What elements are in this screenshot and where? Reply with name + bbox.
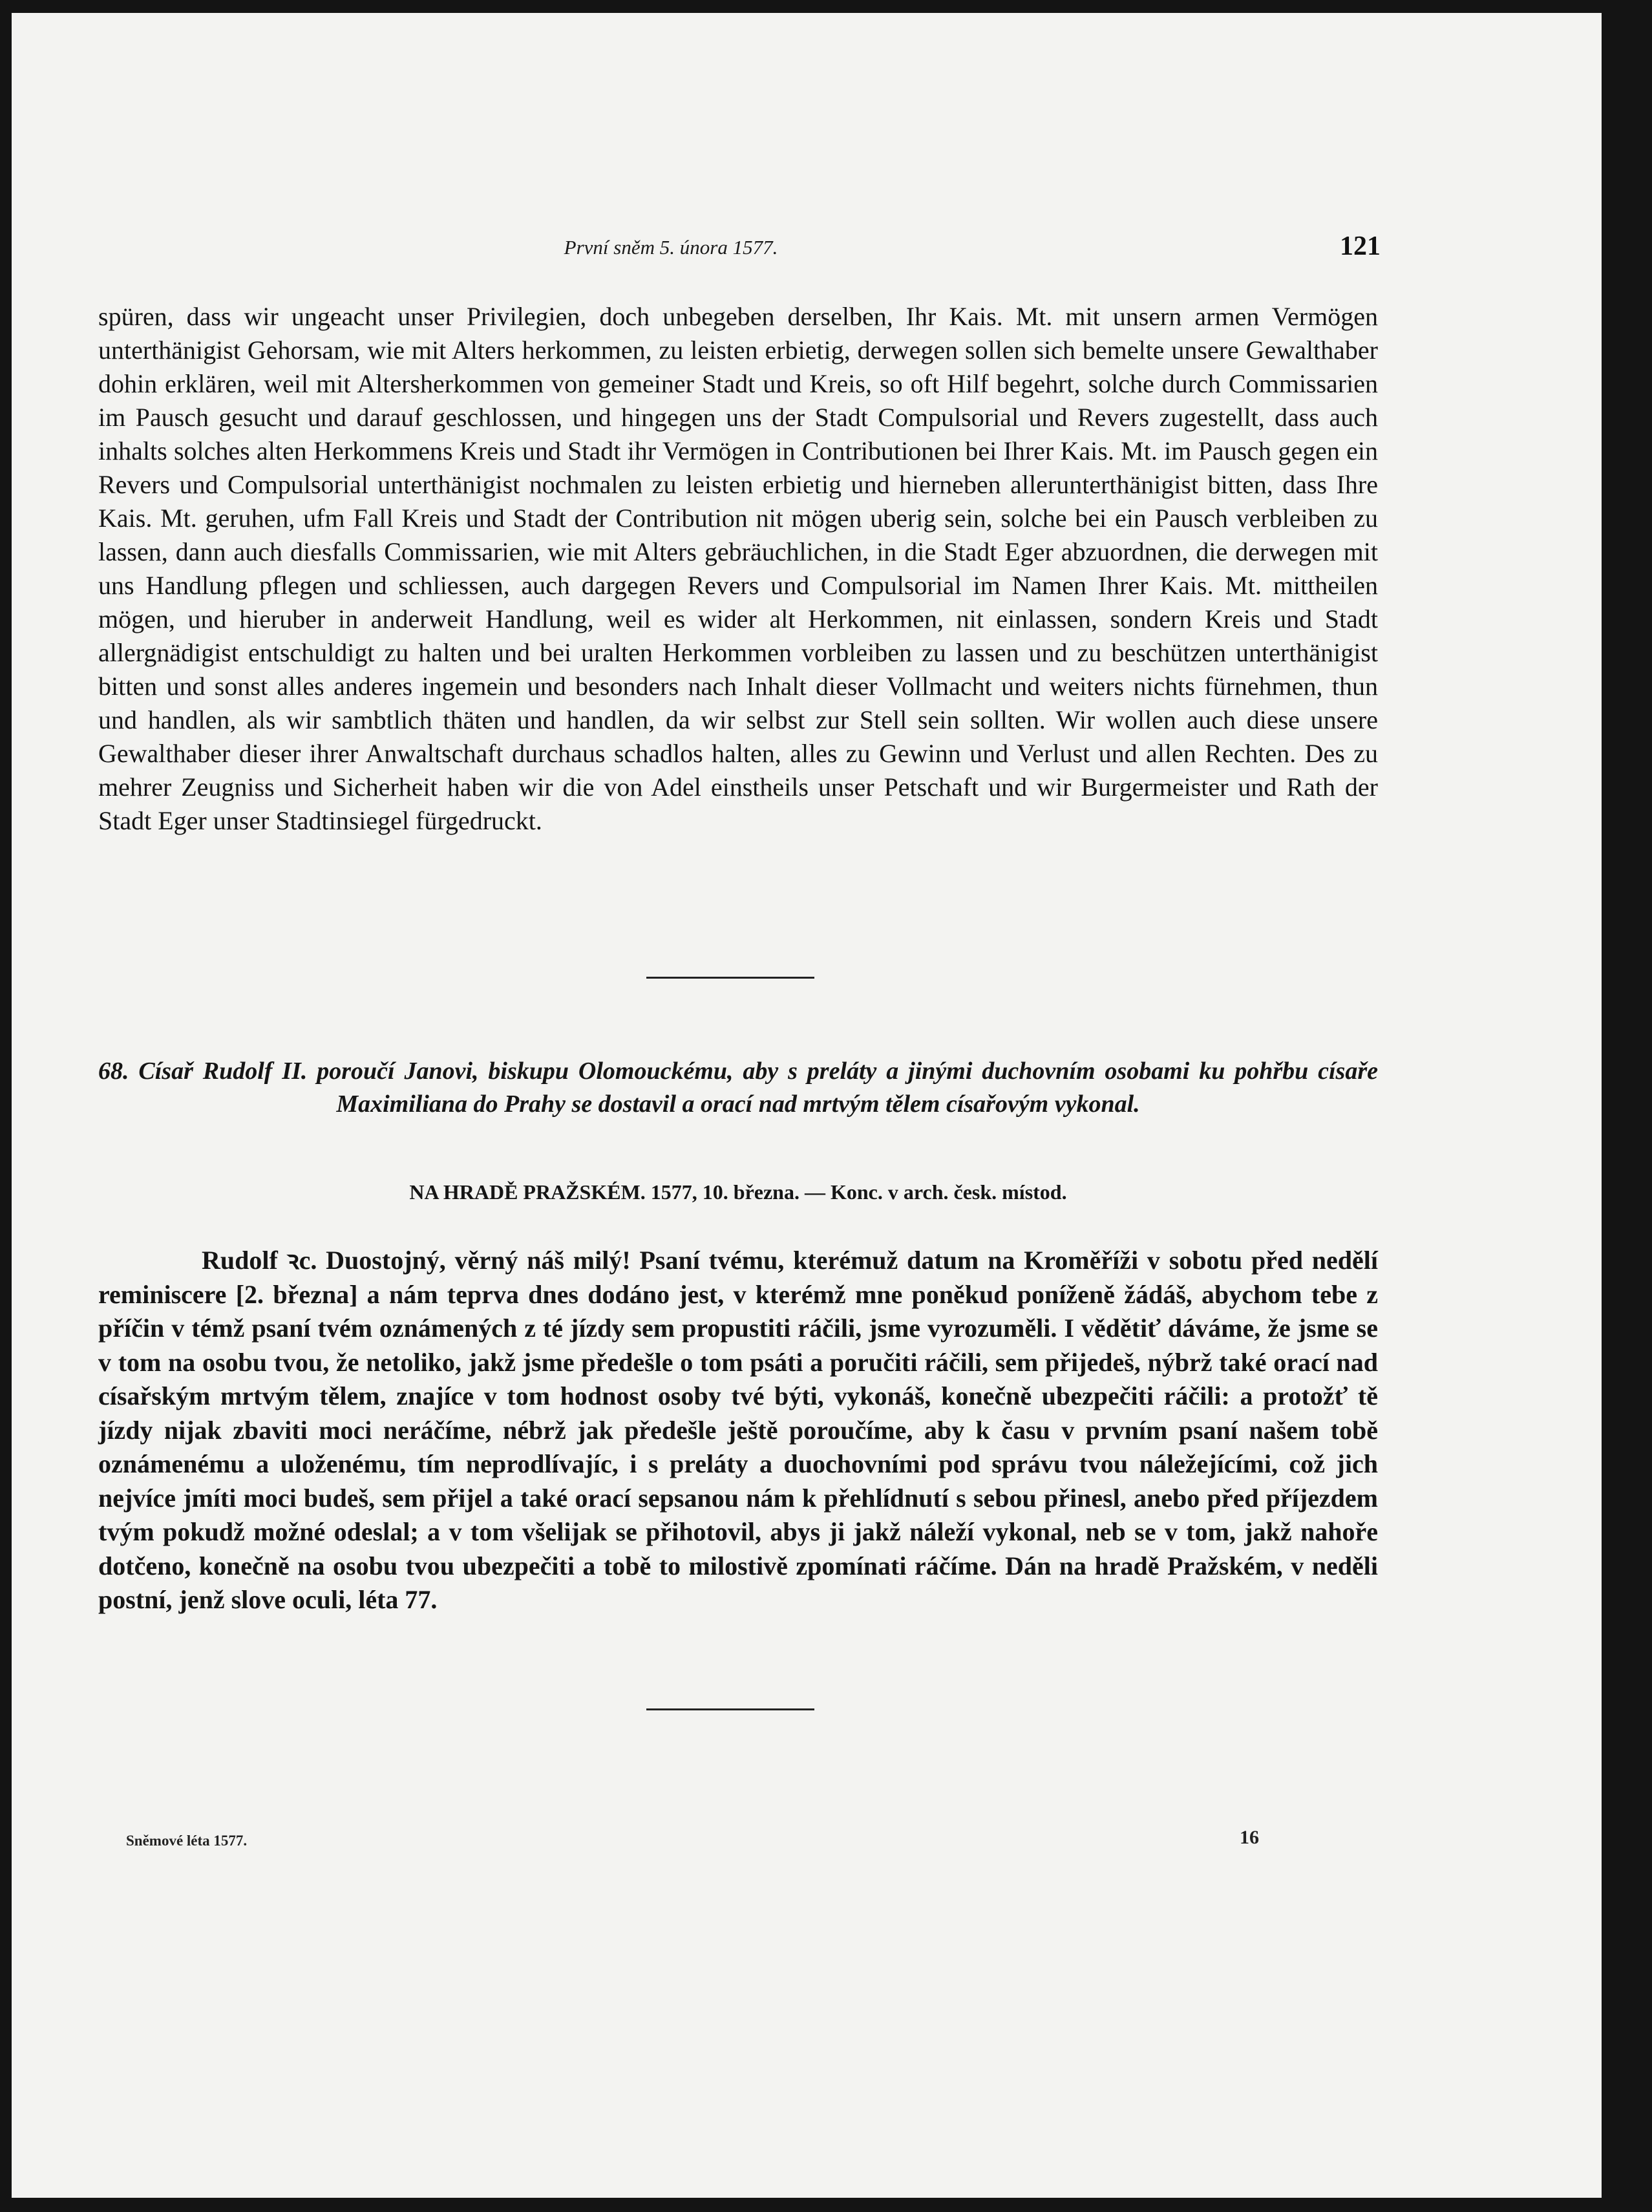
document-heading: 68. Císař Rudolf II. poroučí Janovi, biskupu Olomouckému, aby s preláty a jinými duchovním osobami ku pohřbu císaře Maximiliana do Prahy se dostavil a orací nad mrtvým tělem císařovým vykonal. [98,1058,1378,1118]
section-divider [646,977,814,979]
section-divider-end [646,1708,814,1710]
document-dateline: NA HRADĚ PRAŽSKÉM. 1577, 10. března. — Konc. v arch. česk. místod. [409,1180,1067,1204]
german-text-paragraph: spüren, dass wir ungeacht unser Privilegien, doch unbegeben derselben, Ihr Kais. Mt. mit unsern armen Vermögen unterthänigist Gehorsam, wie mit Alters herkommen, zu leisten erbietig, derwegen sollen sich bemelte unsere Gewalthaber dohin erklären, weil mit Altersherkommen von gemeiner Stadt und Kreis, so oft Hilf begehrt, solche durch Commissarien im Pausch gesucht und darauf geschlossen, und hingegen uns der Stadt Compulsorial und Revers zugestellt, dass auch inhalts solches alten Herkommens Kreis und Stadt ihr Vermögen in Contributionen bei Ihrer Kais. Mt. im Pausch gegen ein Revers und Compulsorial unterthänigist nochmalen zu leisten erbietig und hierneben allerunterthänigist bitten, dass Ihre Kais. Mt. geruhen, ufm Fall Kreis und Stadt der Contribution nit mögen uberig sein, solche bei ein Pausch verbleiben zu lassen, dann auch diesfalls Commissarien, wie mit Alters gebräuchlichen, in die Stadt Eger abzuordnen, die derwegen mit uns Handlung pflegen und schliessen, auch dargegen Revers und Compulsorial im Namen Ihrer Kais. Mt. mittheilen mögen, und hieruber in anderweit Handlung, weil es wider alt Herkommen, nit einlassen, sondern Kreis und Stadt allergnädigist entschuldigt zu halten und bei uralten Herkommen vorbleiben zu lassen und zu beschützen unterthänigist bitten und sonst alles anderes ingemein und besonders nach Inhalt dieser Vollmacht und weiters nichts fürnehmen, thun und handlen, als wir sambtlich thäten und handlen, da wir selbst zur Stell sein sollten. Wir wollen auch diese unsere Gewalthaber dieser ihrer Anwaltschaft durchaus schadlos halten, alles zu Gewinn und Verlust und allen Rechten. Des zu mehrer Zeugniss und Sicherheit haben wir die von Adel einstheils unser Petschaft und wir Burgermeister und Rath der Stadt Eger unser Stadtinsiegel fürgedruckt. [98,302,1378,835]
czech-text-paragraph: Rudolf ꝛc. Duostojný, věrný náš milý! Psaní tvému, kterémuž datum na Kroměříži v sobotu před nedělí reminiscere [2. března] a nám teprva dnes dodáno jest, v kterémž mne poněkud poníženě žádáš, abychom tebe z příčin v témž psaní tvém oznámených z té jízdy sem propustiti ráčili, jsme vyrozuměli. I vědětiť dáváme, že jsme se v tom na osobu tvou, že netoliko, jakž jsme předešle o tom psáti a poručiti ráčili, sem přijedeš, nýbrž také orací nad císařským mrtvým tělem, znajíce v tom hodnost osoby tvé býti, vykonáš, konečně ubezpečiti ráčili: a protožť tě jízdy nijak zbaviti moci neráčíme, nébrž jak předešle ještě poroučíme, aby k času v prvním psaní našem tobě oznámenému a uloženému, tím neprodlívajíc, i s preláty a duochovními pod správu tvou náležejícími, což jich nejvíce jmíti moci budeš, sem přijel a také orací sepsanou nám k přehlídnutí s sebou přinesl, anebo před příjezdem tvým pokudž možné odeslal; a v tom všelijak se přihotovil, abys ji jakž náleží vykonal, neb se v tom, jakž nahoře dotčeno, konečně na osobu tvou ubezpečiti a tobě to milostivě zpomínati ráčíme. Dán na hradě Pražském, v neděli postní, jenž slove oculi, léta 77. [98,1246,1378,1614]
footer-sheet-number: 16 [1240,1827,1259,1848]
document-page [12,13,1602,2198]
page-number: 121 [1340,231,1381,261]
footer-signature: Sněmové léta 1577. [126,1833,248,1849]
running-head [12,231,1602,268]
running-head-title: První sněm 5. února 1577. [564,236,778,259]
